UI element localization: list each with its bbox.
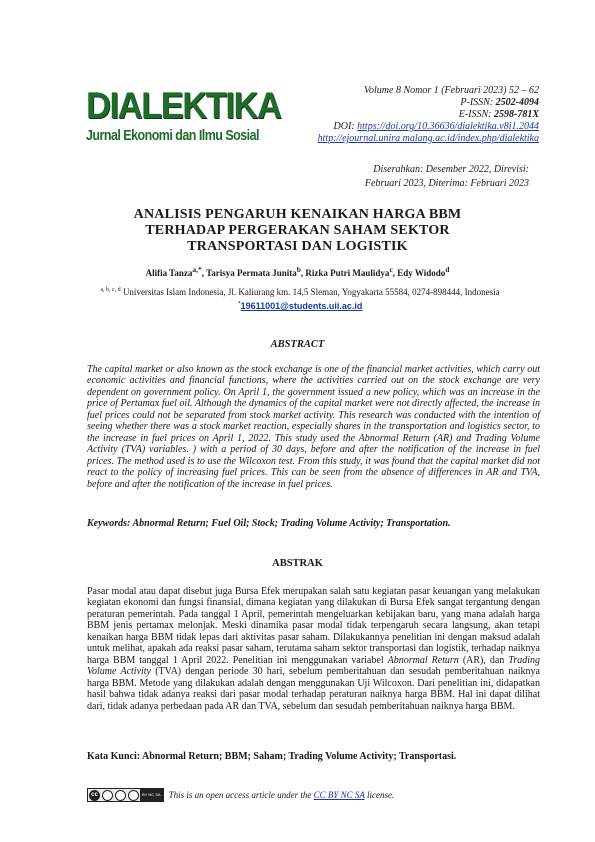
abstract-heading: ABSTRACT xyxy=(270,339,325,350)
journal-metadata xyxy=(279,85,539,145)
eissn: E-ISSN: 2598-781X xyxy=(458,109,539,120)
volume-info: Volume 8 Nomor 1 (Februari 2023) 52 – 62 xyxy=(364,85,539,96)
author-email-link[interactable]: 19611001@students.uii.ac.id xyxy=(240,301,363,311)
abstract-text: The capital market or also known as the stock exchange is one of the financial market activities, which carry out economic activities and financial functions, where the activities carried out on the stock exchange are very dependent on government policy. On April 1, the government issued a new policy, which was an increase in the price of Pertamax fuel oil. Although the dynamics of the capital market were not directly affected, the increase in fuel prices could not be separated from stock market activity. This research was conducted with the intention of seeing whether there was a stock market reaction, especially shares in the transportation and logistics sector, to the increase in fuel prices on April 1, 2022. This study used the Abnormal Return (AR) and Trading Volume Activity (TVA) variables. ) with a period of 30 days, before and after the notification of the increase in fuel prices. The method used is to use the Wilcoxon test. From this study, it was found that the capital market did not react to the policy of increasing fuel prices. This can be seen from the absence of differences in AR and TVA, before and after the notification of the increase in fuel prices. xyxy=(87,364,540,490)
logo-subtitle: Jurnal Ekonomi dan Ilmu Sosial xyxy=(86,128,260,144)
license-text: This is an open access article under the CC BY NC SA license. xyxy=(168,790,395,800)
journal-logo xyxy=(86,85,281,144)
submission-dates: Diserahkan: Desember 2022, Direvisi: Februari 2023, Diterima: Februari 2023 xyxy=(364,164,529,189)
doi-link[interactable]: https://doi.org/10.36636/dialektika.v8i1.2044 xyxy=(357,121,539,132)
journal-url-link[interactable]: http://ejournal.unira malang.ac.id/index.php/dialektika xyxy=(317,133,539,144)
sa-icon xyxy=(128,790,139,801)
author-list: Alifia Tanza$^{a,*}$, Tarisya Permata Junita$^b$, Rizka Putri Maulidya$^c$, Edy Widodo$^d$ xyxy=(145,265,450,278)
logo-title: DIALEKTIKA xyxy=(86,85,281,126)
license-footer xyxy=(87,788,507,802)
nc-icon xyxy=(115,790,126,801)
paper-title: ANALISIS PENGARUH KENAIKAN HARGA BBM TERHADAP PERGERAKAN SAHAM SEKTOR TRANSPORTASI DAN LOGISTIK xyxy=(133,207,462,254)
cc-license-icon[interactable]: cc BY NC SA xyxy=(87,788,164,802)
author: Edy Widodo xyxy=(397,268,446,278)
affiliation: $^{a, b, c, d}$ Universitas Islam Indonesia, Jl. Kaliurang km. 14,5 Sleman, Yogyakarta 55584, 0274-898444, Indonesia *19611001@students.uii.ac.id xyxy=(100,287,500,311)
pissn: P-ISSN: 2502-4094 xyxy=(460,97,539,108)
keywords: Keywords: Abnormal Return; Fuel Oil; Stock; Trading Volume Activity; Transportation. xyxy=(87,518,451,529)
doi: DOI: https://doi.org/10.36636/dialektika.v8i1.2044 xyxy=(333,121,539,132)
author: Alifia Tanza xyxy=(145,268,193,278)
abstrak-heading: ABSTRAK xyxy=(272,558,323,569)
author: Tarisya Permata Junita xyxy=(206,268,297,278)
abstrak-text: Pasar modal atau dapat disebut juga Bursa Efek merupakan salah satu kegiatan pasar keuangan yang melakukan kegiatan ekonomi dan fungsi finansial, dimana kegiatan yang dilakukan di Bursa Efek sangat tergantung dengan peraturan pemerintah. Pada tanggal 1 April, pemerintah mengeluarkan kebijakan baru, yang mana adalah harga BBM jenis pertamax melonjak. Meski dinamika pasar modal tidak terpengaruh secara langsung, akan tetapi kenaikan harga BBM tidak lepas dari aktivitas pasar saham. Dilakukannya penelitian ini dengan maksud adalah untuk melihat, apakah ada reaksi pasar saham, terutama saham sektor transportasi dan logistik, terhadap naiknya harga BBM tanggal 1 April 2022. Penelitian ini menggunakan variabel Abnormal Return (AR), dan Trading Volume Activity (TVA) dengan periode 30 hari, sebelum pemberitahuan dan sesudah pemberitahuan naiknya harga BBM. Metode yang dilakukan adalah dengan menggunakan Uji Wilcoxon. Dari penelitian ini, didapatkan hasil bahwa tidak adanya reaksi dari pasar modal terhadap peraturan naiknya harga BBM. Hal ini dapat dilihat dari, tidak adanya perbedaan pada AR dan TVA, sebelum dan sesudah pemberitahuan naiknya harga BBM. xyxy=(87,586,540,712)
license-link[interactable]: CC BY NC SA xyxy=(313,790,365,800)
author: Rizka Putri Maulidya xyxy=(305,268,390,278)
by-icon xyxy=(102,790,113,801)
kata-kunci: Kata Kunci: Abnormal Return; BBM; Saham; Trading Volume Activity; Transportasi. xyxy=(87,751,457,762)
